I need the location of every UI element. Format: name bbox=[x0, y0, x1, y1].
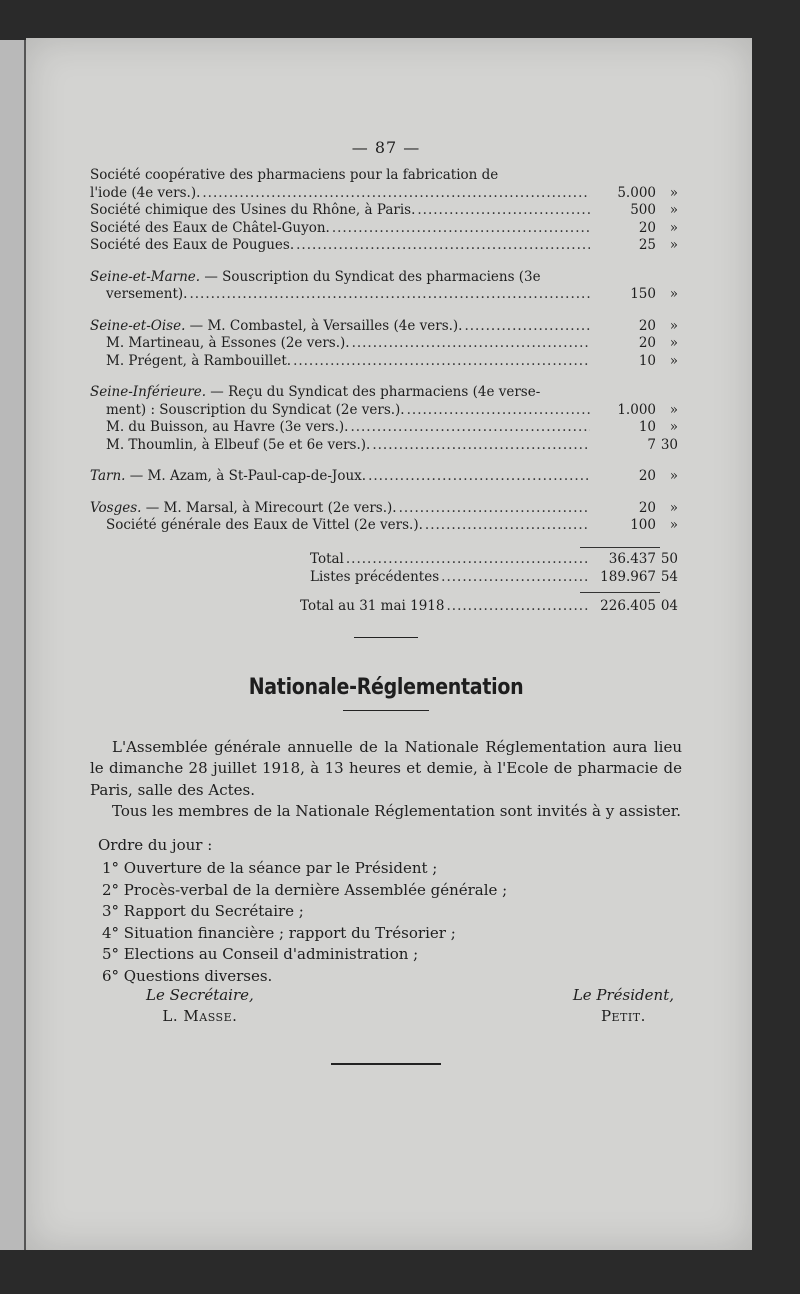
signatures bbox=[90, 985, 682, 1027]
president-name: Petit. bbox=[600, 1007, 646, 1025]
donation-group bbox=[90, 318, 682, 371]
donation-text bbox=[90, 500, 397, 518]
section-title: Nationale-Réglementation bbox=[248, 673, 524, 700]
donation-cents: » bbox=[669, 184, 678, 201]
previous-label: Listes précédentes bbox=[310, 568, 440, 585]
donation-cents: » bbox=[669, 352, 678, 369]
grand-total-row bbox=[90, 597, 682, 615]
totals-block bbox=[90, 547, 682, 615]
line-text: — M. Combastel, à Versailles (4e vers.). bbox=[185, 317, 463, 334]
leader-dots bbox=[425, 517, 590, 535]
place-name: Seine-Inférieure. bbox=[90, 384, 207, 400]
previous-row bbox=[90, 568, 682, 586]
total-cents: 50 bbox=[660, 550, 678, 567]
donation-group bbox=[90, 384, 682, 454]
line-text: — Souscription du Syndicat des pharmaciens (3e bbox=[200, 268, 541, 285]
agenda bbox=[90, 835, 682, 988]
line-text: M. Martineau, à Essones (2e vers.). bbox=[106, 335, 350, 351]
secretary-role: Le Secrétaire, bbox=[146, 986, 254, 1004]
previous-amount: 189.967 bbox=[600, 568, 656, 585]
previous-cents: 54 bbox=[660, 568, 678, 585]
line-text: ment) : Souscription du Syndicat (2e vers.). bbox=[106, 401, 405, 418]
leader-dots bbox=[352, 335, 590, 353]
line-text: l'iode (4e vers.). bbox=[90, 184, 201, 201]
donation-cents: » bbox=[669, 202, 678, 218]
donation-amount: 20 bbox=[638, 468, 656, 484]
donation-amount: 500 bbox=[630, 202, 656, 218]
donation-amount: 5.000 bbox=[617, 184, 656, 201]
donation-line bbox=[90, 517, 682, 535]
leader-dots bbox=[372, 437, 590, 455]
donation-line bbox=[90, 202, 682, 220]
donation-line bbox=[90, 437, 682, 455]
donation-amount: 20 bbox=[638, 317, 656, 334]
donation-text bbox=[90, 220, 330, 238]
donation-amount: 150 bbox=[630, 286, 656, 302]
donation-amount: 10 bbox=[638, 352, 656, 369]
place-name: Seine-et-Marne. bbox=[90, 268, 201, 285]
agenda-item: 5° Elections au Conseil d'administration ; bbox=[102, 945, 419, 963]
donation-line bbox=[90, 384, 682, 402]
agenda-item: 6° Questions diverses. bbox=[102, 966, 273, 985]
donation-text bbox=[106, 419, 348, 437]
document-page bbox=[26, 38, 752, 1250]
donation-cents: » bbox=[669, 219, 678, 236]
agenda-item: 4° Situation financière ; rapport du Trésorier ; bbox=[102, 923, 456, 942]
leader-dots bbox=[293, 353, 590, 371]
donation-cents: » bbox=[669, 335, 678, 351]
line-text: Société des Eaux de Pougues. bbox=[90, 237, 295, 253]
donation-text bbox=[90, 185, 200, 203]
page-content bbox=[90, 138, 682, 1065]
line-text: versement). bbox=[106, 286, 188, 302]
grand-total-amount: 226.405 bbox=[600, 597, 656, 614]
donation-line bbox=[90, 269, 682, 287]
donation-text bbox=[90, 202, 415, 220]
donation-cents: » bbox=[669, 517, 678, 533]
donation-amount: 7 bbox=[647, 436, 656, 453]
leader-dots bbox=[346, 550, 590, 568]
line-text: — Reçu du Syndicat des pharmaciens (4e verse- bbox=[206, 384, 541, 400]
line-text: M. du Buisson, au Havre (3e vers.). bbox=[106, 419, 349, 435]
donation-cents: » bbox=[669, 419, 678, 435]
donation-cents: » bbox=[669, 468, 678, 484]
donation-text bbox=[90, 237, 294, 255]
section-separator bbox=[354, 637, 418, 638]
donation-amount: 20 bbox=[638, 499, 656, 516]
donation-line bbox=[90, 167, 682, 185]
donation-text bbox=[90, 468, 366, 486]
agenda-intro: Ordre du jour : bbox=[98, 835, 213, 854]
donation-line bbox=[90, 185, 682, 203]
leader-dots bbox=[399, 500, 590, 518]
donation-line bbox=[90, 419, 682, 437]
line-text: Société générale des Eaux de Vittel (2e vers.). bbox=[106, 517, 423, 533]
donation-text bbox=[106, 517, 423, 535]
donation-text bbox=[90, 384, 540, 402]
place-name: Vosges. bbox=[90, 499, 142, 516]
donation-amount: 10 bbox=[638, 419, 656, 435]
leader-dots bbox=[368, 468, 590, 486]
title-underline bbox=[343, 710, 429, 711]
donation-cents: » bbox=[669, 401, 678, 418]
total-label: Total bbox=[310, 550, 344, 567]
adjacent-page-edge bbox=[0, 40, 26, 1250]
president-role: Le Président, bbox=[572, 986, 674, 1004]
total-amount: 36.437 bbox=[608, 550, 656, 567]
donation-amount: 20 bbox=[638, 219, 656, 236]
donation-cents: » bbox=[669, 237, 678, 253]
donation-line bbox=[90, 286, 682, 304]
sum-rule bbox=[580, 547, 660, 548]
secretary-signature bbox=[146, 985, 254, 1027]
donation-text bbox=[90, 167, 498, 185]
donation-cents: 30 bbox=[660, 436, 678, 453]
leader-dots bbox=[441, 568, 590, 586]
leader-dots bbox=[332, 220, 590, 238]
leader-dots bbox=[202, 185, 590, 203]
leader-dots bbox=[189, 286, 590, 304]
announcement-text bbox=[90, 737, 682, 823]
invitation-paragraph: Tous les membres de la Nationale Réglementation sont invités à y assister. bbox=[112, 802, 682, 820]
agenda-item: 3° Rapport du Secrétaire ; bbox=[102, 902, 304, 920]
agenda-item: 2° Procès-verbal de la dernière Assemblée générale ; bbox=[102, 880, 508, 899]
donation-text bbox=[106, 402, 405, 420]
line-text: M. Prégent, à Rambouillet. bbox=[106, 352, 292, 369]
line-text: M. Thoumlin, à Elbeuf (5e et 6e vers.). bbox=[106, 436, 371, 453]
line-text: — M. Azam, à St-Paul-cap-de-Joux. bbox=[125, 468, 367, 484]
donation-cents: » bbox=[669, 317, 678, 334]
donation-amount: 100 bbox=[630, 517, 656, 533]
donation-text bbox=[106, 335, 350, 353]
leader-dots bbox=[417, 202, 590, 220]
line-text: Société chimique des Usines du Rhône, à Paris. bbox=[90, 202, 416, 218]
donation-text bbox=[106, 286, 187, 304]
grand-total-label: Total au 31 mai 1918 bbox=[300, 597, 445, 614]
donation-line bbox=[90, 402, 682, 420]
announcement-paragraph: L'Assemblée générale annuelle de la Nationale Réglementation aura lieu le dimanche 28 juillet 1918, à 13 heures et demie, à l'Ecole de pharmacie de Paris, salle des Actes. bbox=[90, 737, 682, 799]
president-signature bbox=[573, 985, 674, 1027]
donation-text bbox=[90, 269, 541, 287]
donation-amount: 25 bbox=[638, 237, 656, 253]
grand-total-cents: 04 bbox=[660, 597, 678, 614]
donation-text bbox=[106, 437, 370, 455]
place-name: Tarn. bbox=[90, 468, 126, 484]
donation-group bbox=[90, 167, 682, 255]
donation-line bbox=[90, 318, 682, 336]
donation-line bbox=[90, 500, 682, 518]
donation-amount: 1.000 bbox=[617, 401, 656, 418]
donation-group bbox=[90, 269, 682, 304]
donation-text bbox=[106, 353, 291, 371]
leader-dots bbox=[447, 597, 591, 615]
donation-line bbox=[90, 353, 682, 371]
closing-rule bbox=[331, 1063, 441, 1065]
leader-dots bbox=[350, 419, 590, 437]
total-row bbox=[90, 550, 682, 568]
agenda-item: 1° Ouverture de la séance par le Président ; bbox=[102, 859, 438, 877]
donation-cents: » bbox=[669, 286, 678, 302]
donation-list bbox=[90, 167, 682, 535]
leader-dots bbox=[407, 402, 590, 420]
secretary-name: L. Masse. bbox=[162, 1007, 238, 1025]
donation-group bbox=[90, 468, 682, 486]
place-name: Seine-et-Oise. bbox=[90, 317, 186, 334]
donation-line bbox=[90, 335, 682, 353]
donation-line bbox=[90, 237, 682, 255]
line-text: Société coopérative des pharmaciens pour la fabrication de bbox=[90, 167, 499, 183]
donation-amount: 20 bbox=[638, 335, 656, 351]
donation-line bbox=[90, 220, 682, 238]
donation-group bbox=[90, 500, 682, 535]
line-text: Société des Eaux de Châtel-Guyon. bbox=[90, 219, 330, 236]
leader-dots bbox=[464, 318, 590, 336]
donation-line bbox=[90, 468, 682, 486]
donation-text bbox=[90, 318, 462, 336]
line-text: — M. Marsal, à Mirecourt (2e vers.). bbox=[141, 499, 397, 516]
page-number: — 87 — bbox=[351, 138, 421, 157]
leader-dots bbox=[296, 237, 590, 255]
donation-cents: » bbox=[669, 499, 678, 516]
